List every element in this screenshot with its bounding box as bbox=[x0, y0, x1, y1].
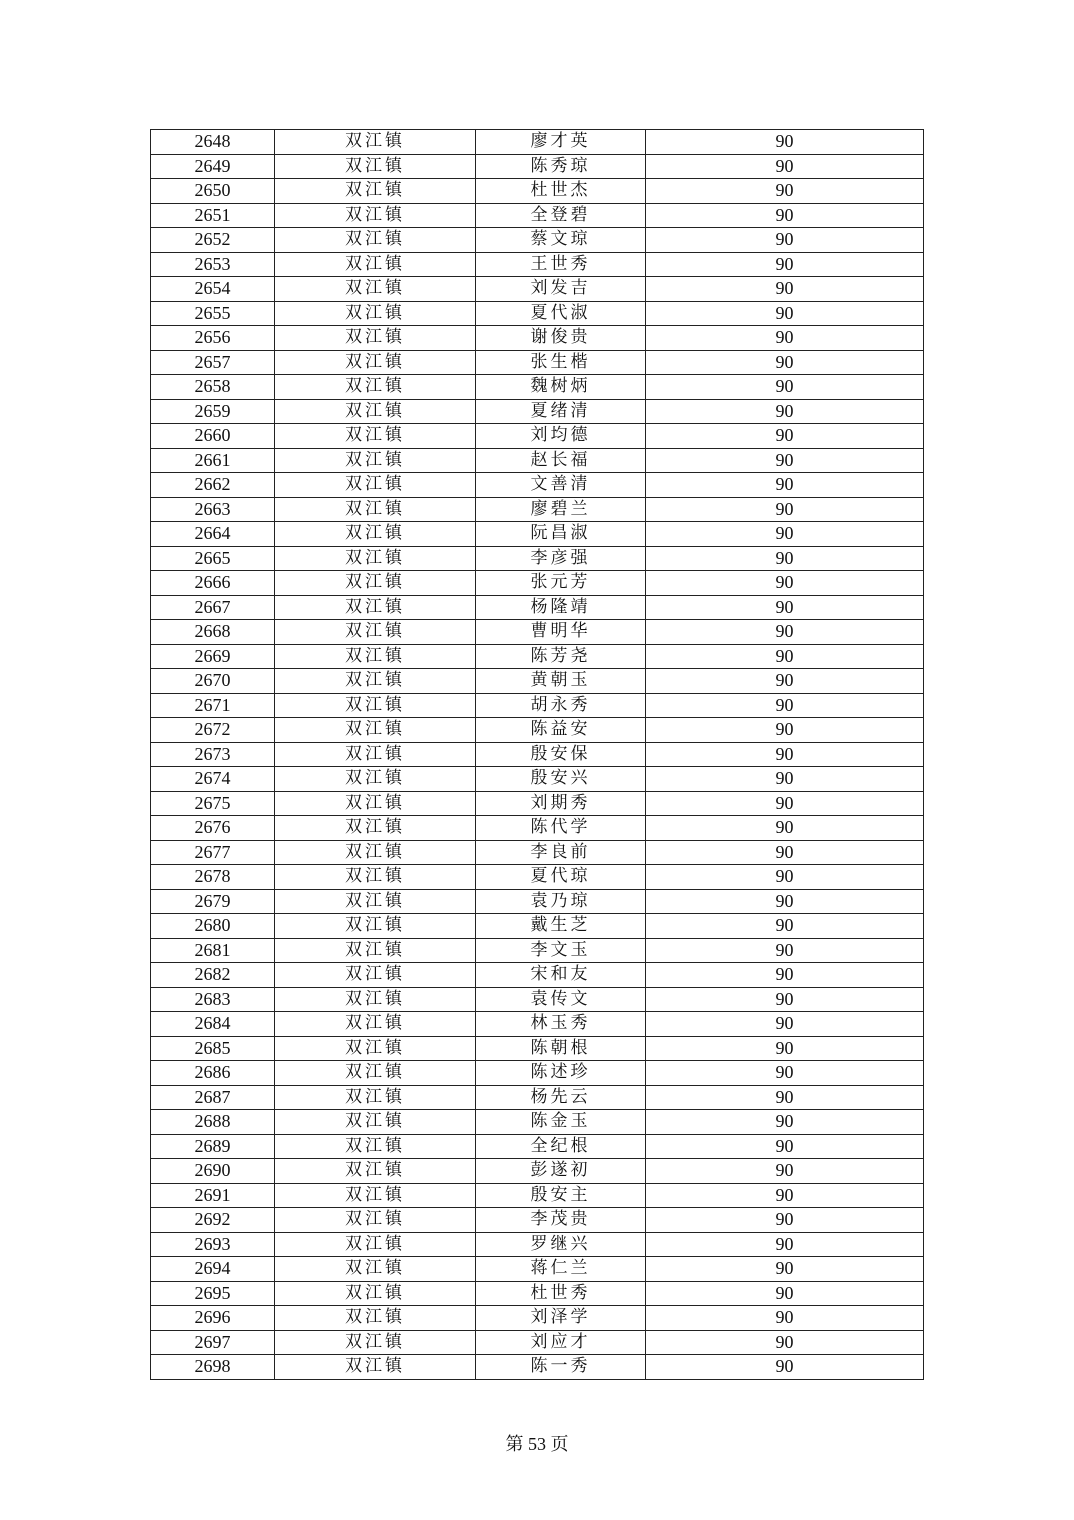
score-cell: 90 bbox=[646, 252, 924, 277]
row-number-cell: 2684 bbox=[151, 1012, 275, 1037]
table-row bbox=[151, 179, 924, 204]
score-cell: 90 bbox=[646, 1330, 924, 1355]
name-cell: 谢俊贵 bbox=[476, 326, 646, 351]
name-cell: 夏代淑 bbox=[476, 301, 646, 326]
table-row bbox=[151, 718, 924, 743]
town-cell: 双江镇 bbox=[275, 791, 476, 816]
name-cell: 戴生芝 bbox=[476, 914, 646, 939]
score-cell: 90 bbox=[646, 350, 924, 375]
name-cell: 陈一秀 bbox=[476, 1355, 646, 1380]
table-row bbox=[151, 448, 924, 473]
town-cell: 双江镇 bbox=[275, 473, 476, 498]
table-row bbox=[151, 620, 924, 645]
town-cell: 双江镇 bbox=[275, 718, 476, 743]
name-cell: 刘泽学 bbox=[476, 1306, 646, 1331]
table-row bbox=[151, 1159, 924, 1184]
row-number-cell: 2653 bbox=[151, 252, 275, 277]
town-cell: 双江镇 bbox=[275, 1281, 476, 1306]
name-cell: 夏代琼 bbox=[476, 865, 646, 890]
table-row bbox=[151, 693, 924, 718]
town-cell: 双江镇 bbox=[275, 669, 476, 694]
score-cell: 90 bbox=[646, 767, 924, 792]
town-cell: 双江镇 bbox=[275, 1085, 476, 1110]
town-cell: 双江镇 bbox=[275, 1183, 476, 1208]
name-cell: 宋和友 bbox=[476, 963, 646, 988]
town-cell: 双江镇 bbox=[275, 840, 476, 865]
row-number-cell: 2659 bbox=[151, 399, 275, 424]
score-cell: 90 bbox=[646, 1134, 924, 1159]
name-cell: 陈益安 bbox=[476, 718, 646, 743]
town-cell: 双江镇 bbox=[275, 1036, 476, 1061]
score-cell: 90 bbox=[646, 840, 924, 865]
name-cell: 刘均德 bbox=[476, 424, 646, 449]
name-cell: 阮昌淑 bbox=[476, 522, 646, 547]
row-number-cell: 2692 bbox=[151, 1208, 275, 1233]
score-cell: 90 bbox=[646, 1208, 924, 1233]
table-row bbox=[151, 987, 924, 1012]
score-cell: 90 bbox=[646, 326, 924, 351]
town-cell: 双江镇 bbox=[275, 1330, 476, 1355]
table-row bbox=[151, 473, 924, 498]
row-number-cell: 2676 bbox=[151, 816, 275, 841]
score-cell: 90 bbox=[646, 1159, 924, 1184]
name-cell: 杨隆靖 bbox=[476, 595, 646, 620]
score-cell: 90 bbox=[646, 669, 924, 694]
row-number-cell: 2678 bbox=[151, 865, 275, 890]
town-cell: 双江镇 bbox=[275, 742, 476, 767]
town-cell: 双江镇 bbox=[275, 693, 476, 718]
row-number-cell: 2662 bbox=[151, 473, 275, 498]
name-cell: 廖碧兰 bbox=[476, 497, 646, 522]
row-number-cell: 2657 bbox=[151, 350, 275, 375]
row-number-cell: 2650 bbox=[151, 179, 275, 204]
name-cell: 王世秀 bbox=[476, 252, 646, 277]
name-cell: 彭遂初 bbox=[476, 1159, 646, 1184]
row-number-cell: 2654 bbox=[151, 277, 275, 302]
town-cell: 双江镇 bbox=[275, 1110, 476, 1135]
table-row bbox=[151, 497, 924, 522]
score-cell: 90 bbox=[646, 301, 924, 326]
name-cell: 全纪根 bbox=[476, 1134, 646, 1159]
name-cell: 殷安兴 bbox=[476, 767, 646, 792]
table-row bbox=[151, 326, 924, 351]
row-number-cell: 2674 bbox=[151, 767, 275, 792]
name-cell: 陈金玉 bbox=[476, 1110, 646, 1135]
table-row bbox=[151, 865, 924, 890]
table-row bbox=[151, 571, 924, 596]
row-number-cell: 2691 bbox=[151, 1183, 275, 1208]
table-row bbox=[151, 546, 924, 571]
town-cell: 双江镇 bbox=[275, 1355, 476, 1380]
table-row bbox=[151, 1257, 924, 1282]
table-row bbox=[151, 203, 924, 228]
table-row bbox=[151, 1232, 924, 1257]
row-number-cell: 2694 bbox=[151, 1257, 275, 1282]
table-row bbox=[151, 399, 924, 424]
row-number-cell: 2656 bbox=[151, 326, 275, 351]
score-cell: 90 bbox=[646, 130, 924, 155]
town-cell: 双江镇 bbox=[275, 228, 476, 253]
town-cell: 双江镇 bbox=[275, 179, 476, 204]
town-cell: 双江镇 bbox=[275, 375, 476, 400]
name-cell: 李彦强 bbox=[476, 546, 646, 571]
table-row bbox=[151, 228, 924, 253]
town-cell: 双江镇 bbox=[275, 644, 476, 669]
row-number-cell: 2672 bbox=[151, 718, 275, 743]
score-cell: 90 bbox=[646, 644, 924, 669]
score-cell: 90 bbox=[646, 424, 924, 449]
table-row bbox=[151, 595, 924, 620]
score-cell: 90 bbox=[646, 154, 924, 179]
score-cell: 90 bbox=[646, 595, 924, 620]
row-number-cell: 2661 bbox=[151, 448, 275, 473]
table-row bbox=[151, 791, 924, 816]
town-cell: 双江镇 bbox=[275, 963, 476, 988]
name-cell: 陈述珍 bbox=[476, 1061, 646, 1086]
score-cell: 90 bbox=[646, 718, 924, 743]
table-row bbox=[151, 1012, 924, 1037]
row-number-cell: 2666 bbox=[151, 571, 275, 596]
town-cell: 双江镇 bbox=[275, 424, 476, 449]
name-cell: 陈芳尧 bbox=[476, 644, 646, 669]
town-cell: 双江镇 bbox=[275, 767, 476, 792]
score-cell: 90 bbox=[646, 1232, 924, 1257]
name-cell: 全登碧 bbox=[476, 203, 646, 228]
name-cell: 赵长福 bbox=[476, 448, 646, 473]
name-cell: 李良前 bbox=[476, 840, 646, 865]
score-cell: 90 bbox=[646, 1183, 924, 1208]
town-cell: 双江镇 bbox=[275, 1159, 476, 1184]
town-cell: 双江镇 bbox=[275, 497, 476, 522]
name-cell: 蔡文琼 bbox=[476, 228, 646, 253]
row-number-cell: 2675 bbox=[151, 791, 275, 816]
town-cell: 双江镇 bbox=[275, 865, 476, 890]
name-cell: 刘应才 bbox=[476, 1330, 646, 1355]
row-number-cell: 2667 bbox=[151, 595, 275, 620]
score-cell: 90 bbox=[646, 1306, 924, 1331]
name-cell: 殷安主 bbox=[476, 1183, 646, 1208]
score-cell: 90 bbox=[646, 693, 924, 718]
score-cell: 90 bbox=[646, 375, 924, 400]
town-cell: 双江镇 bbox=[275, 350, 476, 375]
name-cell: 陈代学 bbox=[476, 816, 646, 841]
row-number-cell: 2651 bbox=[151, 203, 275, 228]
row-number-cell: 2649 bbox=[151, 154, 275, 179]
row-number-cell: 2671 bbox=[151, 693, 275, 718]
row-number-cell: 2669 bbox=[151, 644, 275, 669]
row-number-cell: 2668 bbox=[151, 620, 275, 645]
name-cell: 蒋仁兰 bbox=[476, 1257, 646, 1282]
table-row bbox=[151, 1183, 924, 1208]
name-cell: 陈朝根 bbox=[476, 1036, 646, 1061]
score-cell: 90 bbox=[646, 228, 924, 253]
table-row bbox=[151, 252, 924, 277]
row-number-cell: 2688 bbox=[151, 1110, 275, 1135]
score-cell: 90 bbox=[646, 571, 924, 596]
town-cell: 双江镇 bbox=[275, 203, 476, 228]
name-cell: 杨先云 bbox=[476, 1085, 646, 1110]
name-cell: 曹明华 bbox=[476, 620, 646, 645]
table-body bbox=[151, 130, 924, 1380]
score-cell: 90 bbox=[646, 963, 924, 988]
name-cell: 袁传文 bbox=[476, 987, 646, 1012]
town-cell: 双江镇 bbox=[275, 595, 476, 620]
score-cell: 90 bbox=[646, 203, 924, 228]
score-cell: 90 bbox=[646, 938, 924, 963]
row-number-cell: 2660 bbox=[151, 424, 275, 449]
name-cell: 林玉秀 bbox=[476, 1012, 646, 1037]
table-row bbox=[151, 375, 924, 400]
score-cell: 90 bbox=[646, 1257, 924, 1282]
table-row bbox=[151, 889, 924, 914]
town-cell: 双江镇 bbox=[275, 399, 476, 424]
row-number-cell: 2693 bbox=[151, 1232, 275, 1257]
name-cell: 夏绪清 bbox=[476, 399, 646, 424]
score-cell: 90 bbox=[646, 1110, 924, 1135]
name-cell: 张元芳 bbox=[476, 571, 646, 596]
row-number-cell: 2663 bbox=[151, 497, 275, 522]
row-number-cell: 2682 bbox=[151, 963, 275, 988]
town-cell: 双江镇 bbox=[275, 546, 476, 571]
row-number-cell: 2686 bbox=[151, 1061, 275, 1086]
score-cell: 90 bbox=[646, 522, 924, 547]
score-cell: 90 bbox=[646, 497, 924, 522]
table-row bbox=[151, 1110, 924, 1135]
row-number-cell: 2695 bbox=[151, 1281, 275, 1306]
score-cell: 90 bbox=[646, 473, 924, 498]
row-number-cell: 2683 bbox=[151, 987, 275, 1012]
name-cell: 李茂贵 bbox=[476, 1208, 646, 1233]
row-number-cell: 2677 bbox=[151, 840, 275, 865]
name-cell: 陈秀琼 bbox=[476, 154, 646, 179]
name-cell: 黄朝玉 bbox=[476, 669, 646, 694]
table-row bbox=[151, 1355, 924, 1380]
name-cell: 刘发吉 bbox=[476, 277, 646, 302]
name-cell: 袁乃琼 bbox=[476, 889, 646, 914]
table-row bbox=[151, 963, 924, 988]
table-row bbox=[151, 644, 924, 669]
table-row bbox=[151, 277, 924, 302]
name-cell: 魏树炳 bbox=[476, 375, 646, 400]
table-row bbox=[151, 130, 924, 155]
table-row bbox=[151, 767, 924, 792]
row-number-cell: 2698 bbox=[151, 1355, 275, 1380]
table-row bbox=[151, 154, 924, 179]
score-cell: 90 bbox=[646, 179, 924, 204]
table-row bbox=[151, 742, 924, 767]
score-cell: 90 bbox=[646, 742, 924, 767]
score-cell: 90 bbox=[646, 620, 924, 645]
name-cell: 殷安保 bbox=[476, 742, 646, 767]
row-number-cell: 2679 bbox=[151, 889, 275, 914]
table-row bbox=[151, 816, 924, 841]
row-number-cell: 2652 bbox=[151, 228, 275, 253]
table-row bbox=[151, 350, 924, 375]
row-number-cell: 2648 bbox=[151, 130, 275, 155]
town-cell: 双江镇 bbox=[275, 154, 476, 179]
name-cell: 文善清 bbox=[476, 473, 646, 498]
name-cell: 罗继兴 bbox=[476, 1232, 646, 1257]
score-cell: 90 bbox=[646, 1281, 924, 1306]
town-cell: 双江镇 bbox=[275, 571, 476, 596]
name-cell: 杜世杰 bbox=[476, 179, 646, 204]
table-row bbox=[151, 301, 924, 326]
table-row bbox=[151, 1061, 924, 1086]
town-cell: 双江镇 bbox=[275, 252, 476, 277]
row-number-cell: 2697 bbox=[151, 1330, 275, 1355]
row-number-cell: 2681 bbox=[151, 938, 275, 963]
row-number-cell: 2685 bbox=[151, 1036, 275, 1061]
row-number-cell: 2687 bbox=[151, 1085, 275, 1110]
data-table bbox=[150, 129, 924, 1380]
name-cell: 廖才英 bbox=[476, 130, 646, 155]
name-cell: 胡永秀 bbox=[476, 693, 646, 718]
row-number-cell: 2664 bbox=[151, 522, 275, 547]
row-number-cell: 2689 bbox=[151, 1134, 275, 1159]
score-cell: 90 bbox=[646, 987, 924, 1012]
name-cell: 李文玉 bbox=[476, 938, 646, 963]
score-cell: 90 bbox=[646, 1085, 924, 1110]
score-cell: 90 bbox=[646, 1036, 924, 1061]
town-cell: 双江镇 bbox=[275, 1257, 476, 1282]
score-cell: 90 bbox=[646, 1012, 924, 1037]
table-row bbox=[151, 840, 924, 865]
town-cell: 双江镇 bbox=[275, 1134, 476, 1159]
town-cell: 双江镇 bbox=[275, 448, 476, 473]
score-cell: 90 bbox=[646, 448, 924, 473]
page-number: 第 53 页 bbox=[505, 1434, 569, 1454]
town-cell: 双江镇 bbox=[275, 522, 476, 547]
town-cell: 双江镇 bbox=[275, 889, 476, 914]
table-row bbox=[151, 1208, 924, 1233]
score-cell: 90 bbox=[646, 399, 924, 424]
score-cell: 90 bbox=[646, 889, 924, 914]
score-cell: 90 bbox=[646, 816, 924, 841]
table-row bbox=[151, 1085, 924, 1110]
town-cell: 双江镇 bbox=[275, 1208, 476, 1233]
row-number-cell: 2696 bbox=[151, 1306, 275, 1331]
town-cell: 双江镇 bbox=[275, 326, 476, 351]
score-cell: 90 bbox=[646, 546, 924, 571]
row-number-cell: 2658 bbox=[151, 375, 275, 400]
score-cell: 90 bbox=[646, 914, 924, 939]
town-cell: 双江镇 bbox=[275, 1012, 476, 1037]
row-number-cell: 2690 bbox=[151, 1159, 275, 1184]
row-number-cell: 2665 bbox=[151, 546, 275, 571]
table-row bbox=[151, 1306, 924, 1331]
table-row bbox=[151, 1281, 924, 1306]
score-cell: 90 bbox=[646, 1355, 924, 1380]
town-cell: 双江镇 bbox=[275, 1232, 476, 1257]
table-row bbox=[151, 424, 924, 449]
score-cell: 90 bbox=[646, 277, 924, 302]
name-cell: 刘期秀 bbox=[476, 791, 646, 816]
table-row bbox=[151, 938, 924, 963]
town-cell: 双江镇 bbox=[275, 1306, 476, 1331]
score-cell: 90 bbox=[646, 791, 924, 816]
name-cell: 张生楷 bbox=[476, 350, 646, 375]
town-cell: 双江镇 bbox=[275, 277, 476, 302]
score-cell: 90 bbox=[646, 1061, 924, 1086]
town-cell: 双江镇 bbox=[275, 1061, 476, 1086]
town-cell: 双江镇 bbox=[275, 914, 476, 939]
row-number-cell: 2655 bbox=[151, 301, 275, 326]
table-row bbox=[151, 1330, 924, 1355]
table-row bbox=[151, 669, 924, 694]
table-row bbox=[151, 1134, 924, 1159]
table-row bbox=[151, 914, 924, 939]
town-cell: 双江镇 bbox=[275, 938, 476, 963]
row-number-cell: 2680 bbox=[151, 914, 275, 939]
town-cell: 双江镇 bbox=[275, 301, 476, 326]
name-cell: 杜世秀 bbox=[476, 1281, 646, 1306]
town-cell: 双江镇 bbox=[275, 620, 476, 645]
town-cell: 双江镇 bbox=[275, 816, 476, 841]
table-row bbox=[151, 1036, 924, 1061]
town-cell: 双江镇 bbox=[275, 987, 476, 1012]
table-row bbox=[151, 522, 924, 547]
row-number-cell: 2670 bbox=[151, 669, 275, 694]
score-cell: 90 bbox=[646, 865, 924, 890]
row-number-cell: 2673 bbox=[151, 742, 275, 767]
town-cell: 双江镇 bbox=[275, 130, 476, 155]
